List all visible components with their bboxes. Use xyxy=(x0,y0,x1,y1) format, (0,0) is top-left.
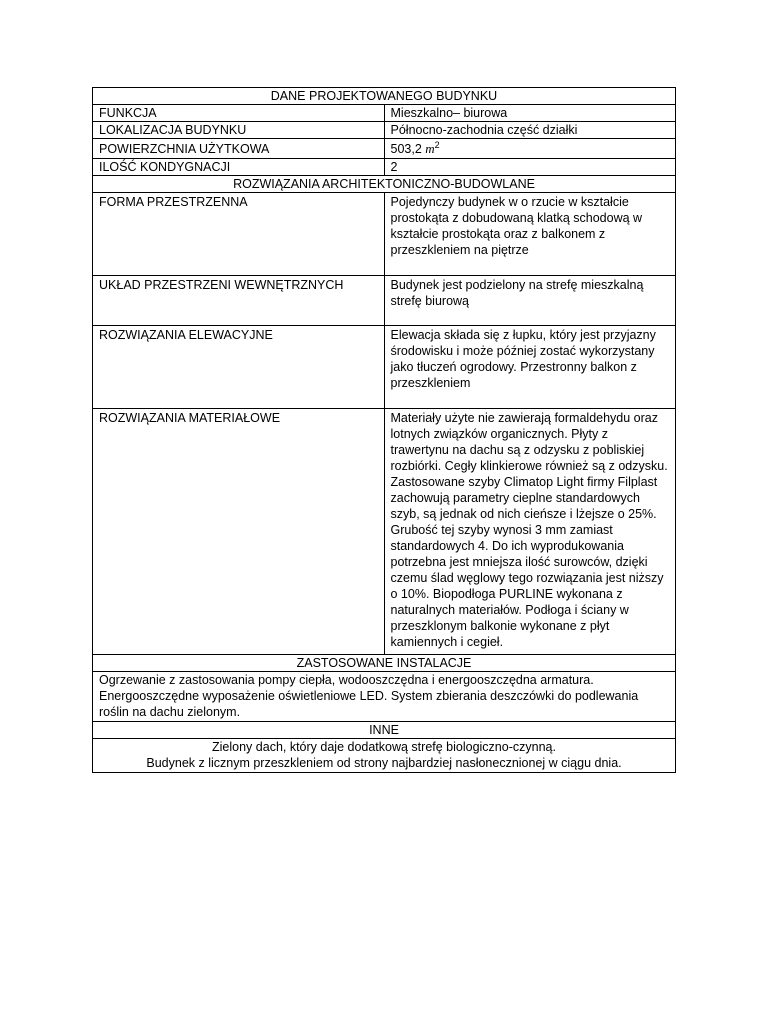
row-value: Północno-zachodnia część działki xyxy=(384,122,676,139)
section-heading-architecture: ROZWIĄZANIA ARCHITEKTONICZNO-BUDOWLANE xyxy=(93,176,676,193)
row-value: Budynek jest podzielony na strefę mieszkalną strefę biurową xyxy=(384,276,676,326)
table-row xyxy=(93,139,676,159)
area-number: 503,2 xyxy=(390,142,422,156)
table-row xyxy=(93,409,676,655)
row-value: 2 xyxy=(384,159,676,176)
row-label: UKŁAD PRZESTRZENI WEWNĘTRZNYCH xyxy=(93,276,385,326)
table-row xyxy=(93,122,676,139)
row-label: FORMA PRZESTRZENNA xyxy=(93,193,385,276)
row-value-area xyxy=(384,139,676,159)
table-row xyxy=(93,276,676,326)
row-label: FUNKCJA xyxy=(93,105,385,122)
row-value: Mieszkalno– biurowa xyxy=(384,105,676,122)
other-line: Zielony dach, który daje dodatkową strefę biologiczno-czynną. xyxy=(212,740,556,754)
area-unit: m xyxy=(425,141,435,156)
other-text xyxy=(93,739,676,773)
row-label: ILOŚĆ KONDYGNACJI xyxy=(93,159,385,176)
other-line: Budynek z licznym przeszkleniem od strony najbardziej nasłonecznionej w ciągu dnia. xyxy=(146,756,622,770)
table-row xyxy=(93,159,676,176)
table-header: DANE PROJEKTOWANEGO BUDYNKU xyxy=(93,88,676,105)
table-row xyxy=(93,105,676,122)
installations-text: Ogrzewanie z zastosowania pompy ciepła, wodooszczędna i energooszczędna armatura. Energooszczędne wyposażenie oświetleniowe LED. System zbierania deszczówki do podlewania roślin na dachu zielonym. xyxy=(93,672,676,722)
area-exponent: 2 xyxy=(434,139,440,150)
row-label: ROZWIĄZANIA ELEWACYJNE xyxy=(93,326,385,409)
row-value: Materiały użyte nie zawierają formaldehydu oraz lotnych związków organicznych. Płyty z trawertynu na dachu są z odzysku z pobliskiej rozbiórki. Cegły klinkierowe również są z odzysku. Zastosowane szyby Climatop Light firmy Filplast zachowują parametry cieplne standardowych szyb, są jednak od nich cieńsze i lżejsze o 25%. Grubość tej szyby wynosi 3 mm zamiast standardowych 4. Do ich wyprodukowania potrzebna jest mniejsza ilość surowców, dzięki czemu ślad węglowy tego rozwiązania jest niższy o 10%. Biopodłoga PURLINE wykonana z naturalnych materiałów. Podłoga i ściany w przeszklonym balkonie wykonane z płyt kamiennych i cegieł. xyxy=(384,409,676,655)
table-row xyxy=(93,326,676,409)
building-data-table xyxy=(92,87,676,773)
section-heading-other: INNE xyxy=(93,722,676,739)
row-label: ROZWIĄZANIA MATERIAŁOWE xyxy=(93,409,385,655)
row-value: Pojedynczy budynek w o rzucie w kształcie prostokąta z dobudowaną klatką schodową w kształcie prostokąta oraz z balkonem z przeszkleniem na piętrze xyxy=(384,193,676,276)
row-label: POWIERZCHNIA UŻYTKOWA xyxy=(93,139,385,159)
row-label: LOKALIZACJA BUDYNKU xyxy=(93,122,385,139)
table-row xyxy=(93,193,676,276)
row-value: Elewacja składa się z łupku, który jest przyjazny środowisku i może później zostać wykorzystany jako tłuczeń ogrodowy. Przestronny balkon z przeszkleniem xyxy=(384,326,676,409)
section-heading-installations: ZASTOSOWANE INSTALACJE xyxy=(93,655,676,672)
